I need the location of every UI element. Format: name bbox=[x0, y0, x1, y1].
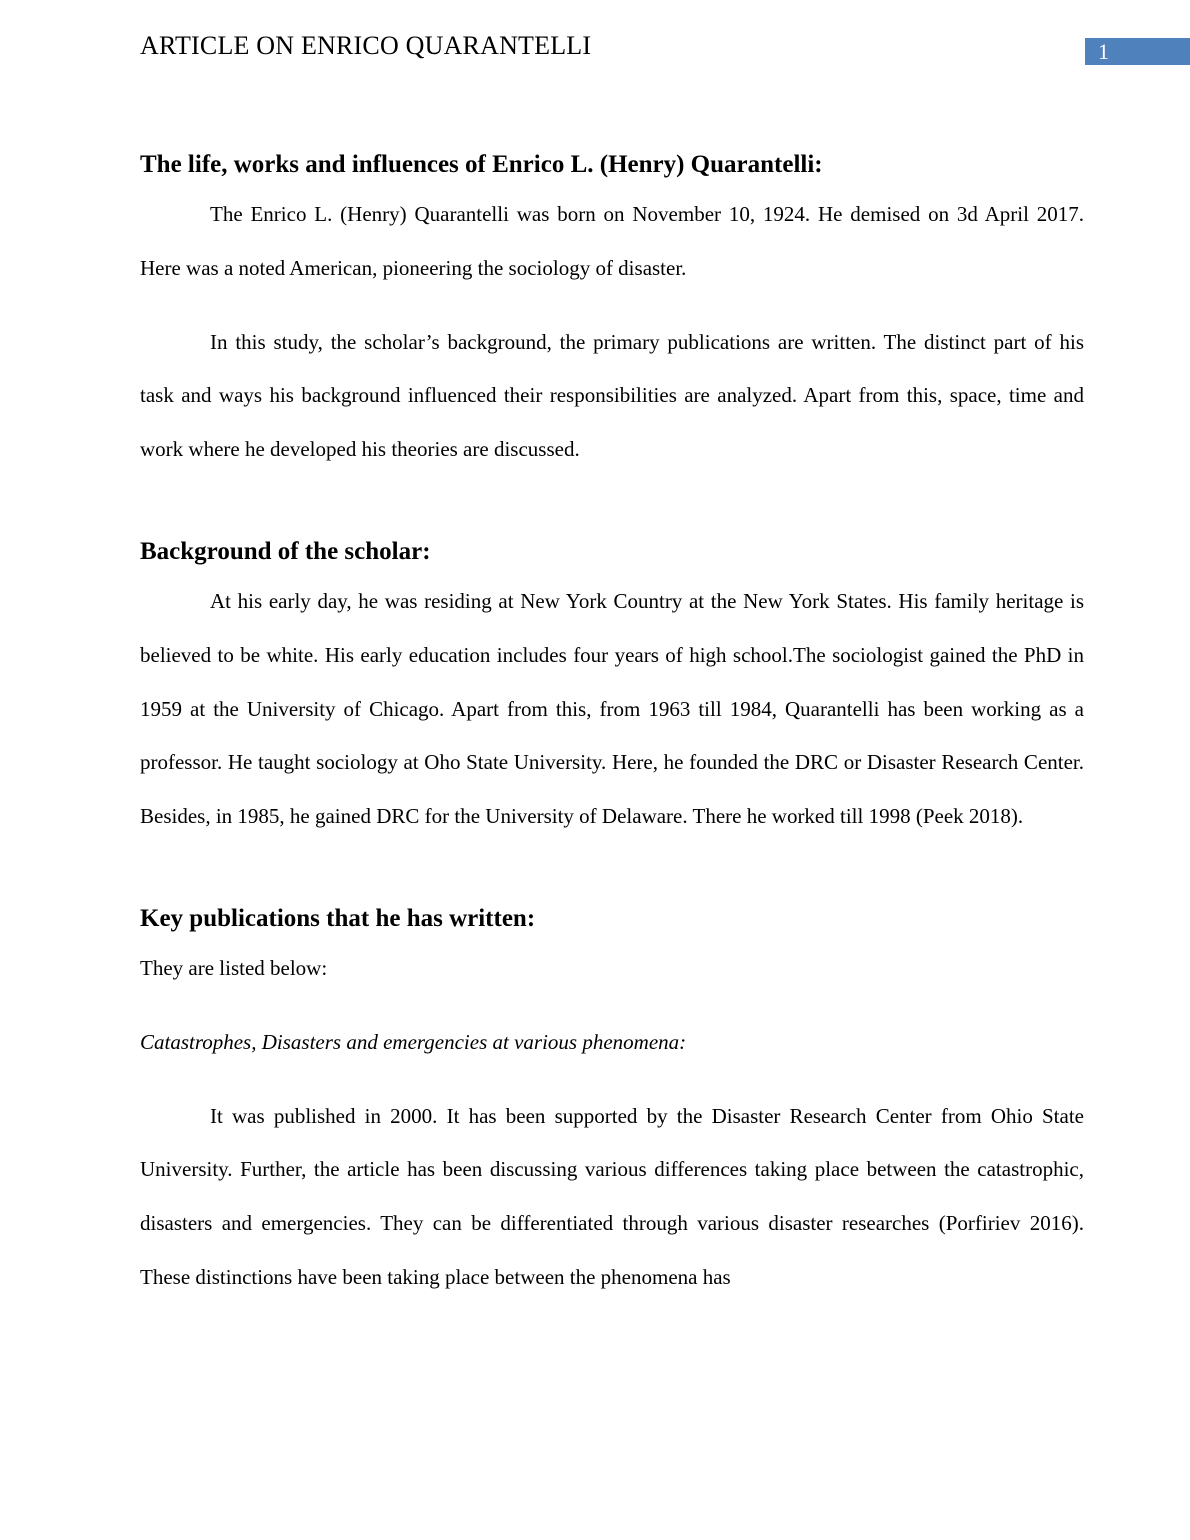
paragraph-background-1: At his early day, he was residing at New York Country at the New York States. His family heritage is believed to be white. His early education includes four years of high school.The sociologist gained the PhD in 1959 at the University of Chicago. Apart from this, from 1963 till 1984, Quarantelli has been working as a professor. He taught sociology at Oho State University. Here, he founded the DRC or Disaster Research Center. Besides, in 1985, he gained DRC for the University of Delaware. There he worked till 1998 (Peek 2018). bbox=[140, 588, 1084, 829]
document-body bbox=[140, 148, 1084, 1305]
section-heading-life: The life, works and influences of Enrico L. (Henry) Quarantelli: bbox=[140, 151, 823, 178]
publication-title: Catastrophes, Disasters and emergencies at various phenomena: bbox=[140, 1029, 687, 1054]
page-number: 1 bbox=[1085, 38, 1190, 65]
paragraph-publications-intro: They are listed below: bbox=[140, 955, 328, 980]
running-header: ARTICLE ON ENRICO QUARANTELLI bbox=[140, 31, 592, 60]
paragraph-publications-1: It was published in 2000. It has been supported by the Disaster Research Center from Ohio State University. Further, the article has been discussing various differences taking place between the catastrophic, disasters and emergencies. They can be differentiated through various disaster researches (Porfiriev 2016). These distinctions have been taking place between the phenomena has bbox=[140, 1103, 1084, 1289]
section-heading-background: Background of the scholar: bbox=[140, 537, 431, 565]
paragraph-life-1: The Enrico L. (Henry) Quarantelli was born on November 10, 1924. He demised on 3d April 2017. Here was a noted American, pioneering the sociology of disaster. bbox=[140, 202, 1084, 280]
paragraph-life-2: In this study, the scholar’s background, the primary publications are written. The distinct part of his task and ways his background influenced their responsibilities are analyzed. Apart from this, space, time and work where he developed his theories are discussed. bbox=[140, 329, 1084, 462]
section-heading-publications: Key publications that he has written: bbox=[140, 904, 536, 932]
